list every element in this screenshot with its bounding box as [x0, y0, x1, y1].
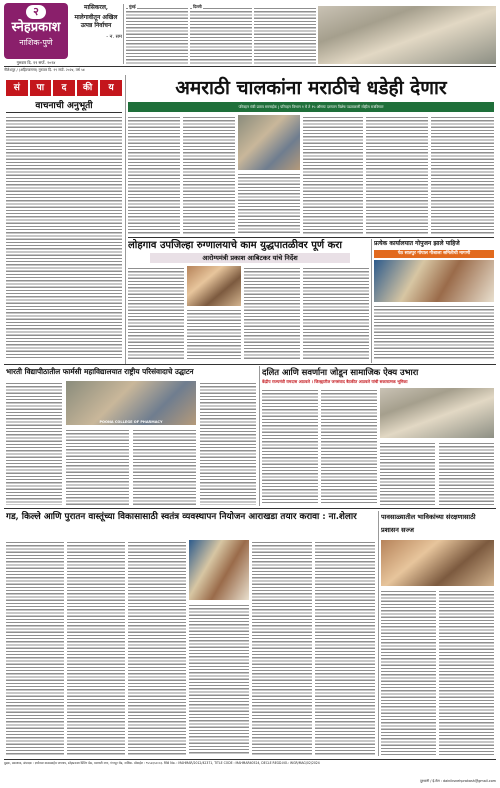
minister-shelar-photo — [189, 540, 249, 600]
lead-body-3 — [238, 172, 300, 235]
lead-body-1 — [128, 115, 180, 235]
editorial-body-1 — [6, 115, 122, 360]
hospital-photo — [187, 266, 241, 306]
second-body-2 — [187, 308, 241, 360]
dalit-photo — [380, 388, 494, 438]
masthead-title: स्नेहप्रकाश — [11, 20, 61, 35]
masthead-promo — [70, 4, 122, 64]
promo-tag: - न. सम — [106, 34, 122, 40]
second-body-3 — [244, 266, 300, 360]
pharmacy-body-3 — [133, 428, 196, 505]
forts-body-1 — [6, 540, 64, 755]
rain-photo — [381, 540, 494, 586]
top-column-1 — [126, 6, 188, 64]
right-headline: प्रत्येक कार्यालयात गोपुजन झाले पाहिजे — [374, 240, 460, 247]
divider — [125, 75, 126, 365]
forts-body-3 — [128, 540, 186, 755]
right-subhead: पेठ सातपुर गोपाल गौशाला समितीची मागणी — [374, 250, 494, 258]
forts-body-4 — [189, 603, 249, 755]
lead-body-4 — [303, 115, 363, 235]
lead-body-2 — [183, 115, 235, 235]
forts-body-6 — [315, 540, 375, 755]
editorial-letter: सं — [6, 80, 28, 96]
footer-rule — [4, 759, 496, 760]
pharmacy-photo-caption: POONA COLLEGE OF PHARMACY — [99, 420, 163, 424]
second-body-4 — [303, 266, 369, 360]
forts-body-2 — [67, 540, 125, 755]
divider — [371, 239, 372, 363]
story-rule — [128, 237, 494, 238]
story-rule — [4, 364, 496, 365]
divider — [259, 366, 260, 506]
dalit-headline: दलित आणि सवर्णाना जोडून सामाजिक ऐक्य उभारा — [262, 367, 419, 377]
masthead-subtitle: नाशिक-पुणे — [19, 38, 53, 47]
editorial-letters — [6, 80, 122, 96]
second-headline: लोहगाव उपजिल्हा रुग्णालयाचे काम युद्धपातळीवर पूर्ण करा — [128, 240, 342, 251]
divider — [378, 511, 379, 756]
promo-header: मासिकरल, — [84, 4, 108, 11]
editorial-letter: की — [77, 80, 99, 96]
rain-headline: पावसाळ्यातील भाविकांच्या संरक्षणासाठी प्रशासन सज्ज — [381, 513, 476, 534]
section-band: परिवहन मंत्री प्रताप सरनाईक | परिवहन विभाग १ मे ते १५ ऑगस्ट दरम्यान विशेष पडताळणी मोहीम राबविणार — [128, 102, 494, 112]
top-column-2 — [190, 6, 252, 64]
pharmacy-body-1 — [6, 381, 62, 505]
top-label-2: दिल्ली — [193, 4, 202, 9]
top-news-photo — [318, 6, 496, 64]
second-subhead: आरोग्यमंत्री प्रकाश आबिटकर यांचे निर्देश — [150, 253, 350, 263]
masthead-logo — [4, 3, 68, 59]
dalit-subhead: केंद्रीय राज्यमंत्री रामदास आठवले । जिल्ह्यातील जनसंवाद बैठकीत आठवले यांची सकारात्मक भूमिका — [262, 379, 408, 384]
pharmacy-headline: भारती विद्यापीठातील फार्मसी महाविद्यालयात राष्ट्रीय परिसंवादाचे उद्घाटन — [6, 367, 194, 376]
second-body-1 — [128, 266, 184, 360]
right-body — [374, 304, 494, 360]
rain-body-1 — [381, 589, 436, 755]
dateline: नीलेशपूर / (अहिल्यानगर) गुरुवार दि. १९ सप्टें. २०२४, वर्ष ५४ — [4, 68, 85, 72]
top-column-3 — [254, 6, 316, 64]
rain-body-2 — [439, 589, 494, 755]
cow-photo — [374, 260, 494, 302]
story-rule — [4, 508, 496, 509]
forts-body-5 — [252, 540, 312, 755]
editorial-letter: द — [53, 80, 75, 96]
promo-headline: मालेगावीतून अखिल उत्पन्न निर्वाचन — [74, 14, 118, 29]
dalit-body-3 — [380, 441, 435, 505]
footer-email: दूरध्वनी / ई-मेल : dainiksnehprakash@gmail.com — [420, 779, 496, 783]
editorial-letter: य — [100, 80, 122, 96]
pharmacy-body-2 — [66, 428, 129, 505]
dalit-body-2 — [321, 388, 377, 505]
editorial-letter: पा — [30, 80, 52, 96]
pharmacy-body-4 — [200, 381, 256, 505]
top-label-1: मुंबई — [129, 4, 136, 9]
footer-imprint: मुद्रक, प्रकाशक, संपादक : ज्ञानेश्वर बाळासाहेब जगताप, स्नेहप्रकाश प्रिंटिंग प्रेस, बालाजी नगर, गंगापूर रोड, नाशिक. मोबाईल : ९५५२३५२००३. RNI No. : MAHMAR/2012/42371, TITLE CODE : MAHMAR40524, DECLE REGD.NO.: WGR/MAG/02/2024 — [4, 761, 320, 765]
lead-headline: अमराठी चालकांना मराठीचे धडेही देणार — [175, 77, 447, 99]
lead-body-6 — [431, 115, 494, 235]
divider — [123, 4, 124, 64]
pharmacy-photo — [66, 381, 196, 425]
column-title: वाचनाची अनुभूती — [6, 100, 122, 113]
edition-line: गुरुवार दि. १९ सप्टें. २०२४ — [16, 60, 56, 65]
minister-photo — [238, 115, 300, 170]
forts-headline: गड, किल्ले आणि पुरातन वास्तूंच्या विकासासाठी स्वतंत्र व्यवस्थापन नियोजन आराखडा तयार करावा : ना.शेलार — [6, 512, 357, 522]
lead-body-5 — [366, 115, 428, 235]
dalit-body-1 — [262, 388, 318, 505]
dalit-body-4 — [439, 441, 494, 505]
masthead-badge: २ — [26, 5, 46, 19]
